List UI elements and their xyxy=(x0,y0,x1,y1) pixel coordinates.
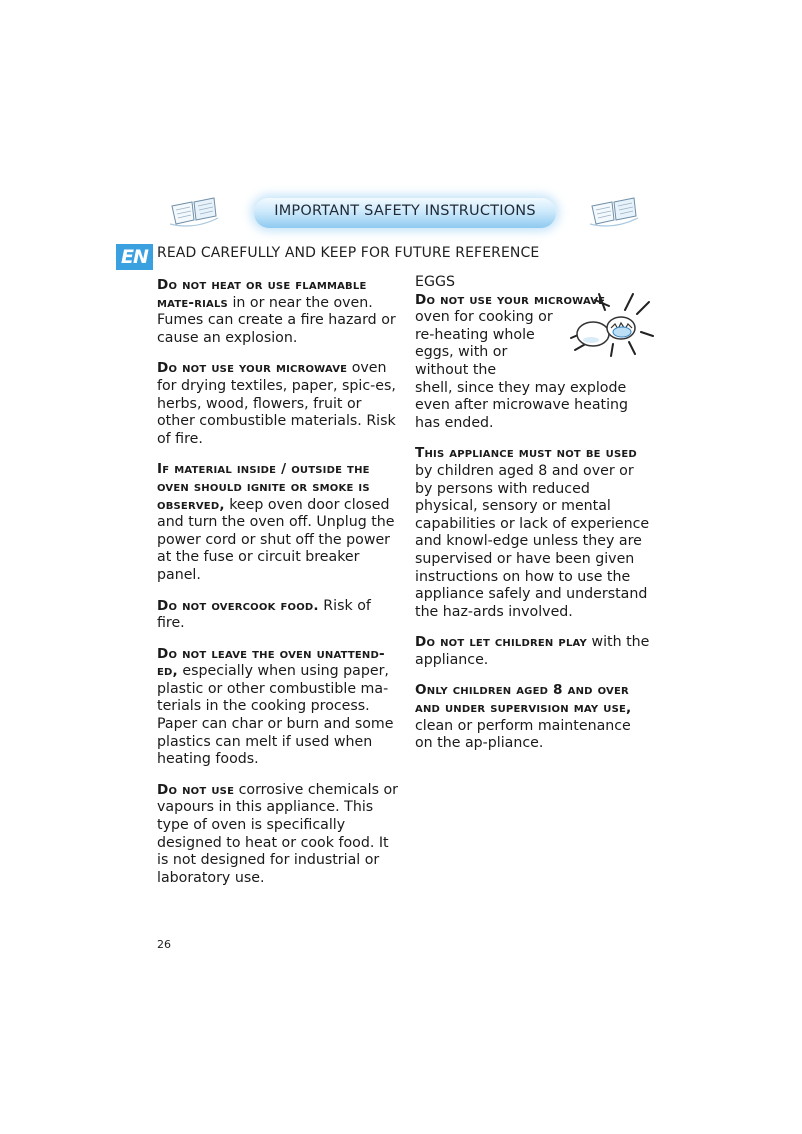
safety-paragraph xyxy=(415,445,651,621)
paragraph-lead: Do not leave the oven unattend-ed, xyxy=(157,645,385,680)
paragraph-text: in or near the oven. Fumes can create a fire hazard or cause an explosion. xyxy=(157,294,396,346)
paragraph-lead: Do not heat or use flammable mate-rials xyxy=(157,277,367,311)
page-subtitle: READ CAREFULLY AND KEEP FOR FUTURE REFERENCE xyxy=(157,245,540,261)
paragraph-text: oven for drying textiles, paper, spic-es, herbs, wood, flowers, fruit or other combustible materials. Risk of fire. xyxy=(157,360,396,447)
banner-title: IMPORTANT SAFETY INSTRUCTIONS xyxy=(274,203,536,219)
paragraph-lead: Do not use xyxy=(157,781,235,798)
paragraph-lead: Do not let children play xyxy=(415,634,587,651)
paragraph-text: with the appliance. xyxy=(415,634,650,668)
open-book-icon xyxy=(168,194,222,230)
paragraph-text: corrosive chemicals or vapours in this appliance. This type of oven is specifically designed to heat or cook food. It is not designed for industrial or laboratory use. xyxy=(157,781,398,886)
safety-paragraph xyxy=(157,782,399,888)
safety-paragraph xyxy=(157,598,399,633)
paragraph-lead: This appliance must not be used xyxy=(415,445,637,462)
paragraph-lead: If material inside / outside the oven should ignite or smoke is observed, xyxy=(157,461,370,513)
safety-paragraph xyxy=(157,646,399,769)
paragraph-lead: Do not use your microwave xyxy=(415,291,606,308)
language-badge: EN xyxy=(116,244,153,270)
open-book-icon xyxy=(588,194,642,230)
paragraph-lead: Do not overcook food. xyxy=(157,597,319,614)
eggs-text-wrapped: oven for cooking or re-heating whole eggs, with or without the xyxy=(415,309,553,378)
paragraph-text: clean or perform maintenance on the ap-pliance. xyxy=(415,717,631,752)
paragraph-text: by children aged 8 and over or by persons with reduced physical, sensory or mental capabilities or lack of experience and knowl-edge unless they are supervised or have been given instructions on how to use the appliance safely and understand the haz-ards involved. xyxy=(415,462,650,620)
paragraph-text: keep oven door closed and turn the oven off. Unplug the power cord or shut off the power at the fuse or circuit breaker panel. xyxy=(157,496,395,583)
page-number: 26 xyxy=(157,938,171,951)
paragraph-lead: Do not use your microwave xyxy=(157,360,348,377)
paragraph-text: especially when using paper, plastic or other combustible ma-terials in the cooking process. Paper can char or burn and some plastics can melt if used when heating foods. xyxy=(157,663,394,768)
eggs-text-rest: shell, since they may explode even after microwave heating has ended. xyxy=(415,379,629,431)
exploding-eggs-icon xyxy=(565,292,655,358)
section-banner xyxy=(254,198,556,228)
eggs-heading: EGGS xyxy=(415,274,455,290)
safety-paragraph xyxy=(157,461,399,584)
safety-paragraph xyxy=(415,682,651,752)
paragraph-text: Risk of fire. xyxy=(157,597,371,632)
safety-paragraph xyxy=(415,634,651,669)
safety-paragraph xyxy=(157,360,399,448)
safety-paragraph xyxy=(157,277,399,347)
left-column xyxy=(157,277,399,900)
paragraph-lead: Only children aged 8 and over and under supervision may use, xyxy=(415,682,632,717)
